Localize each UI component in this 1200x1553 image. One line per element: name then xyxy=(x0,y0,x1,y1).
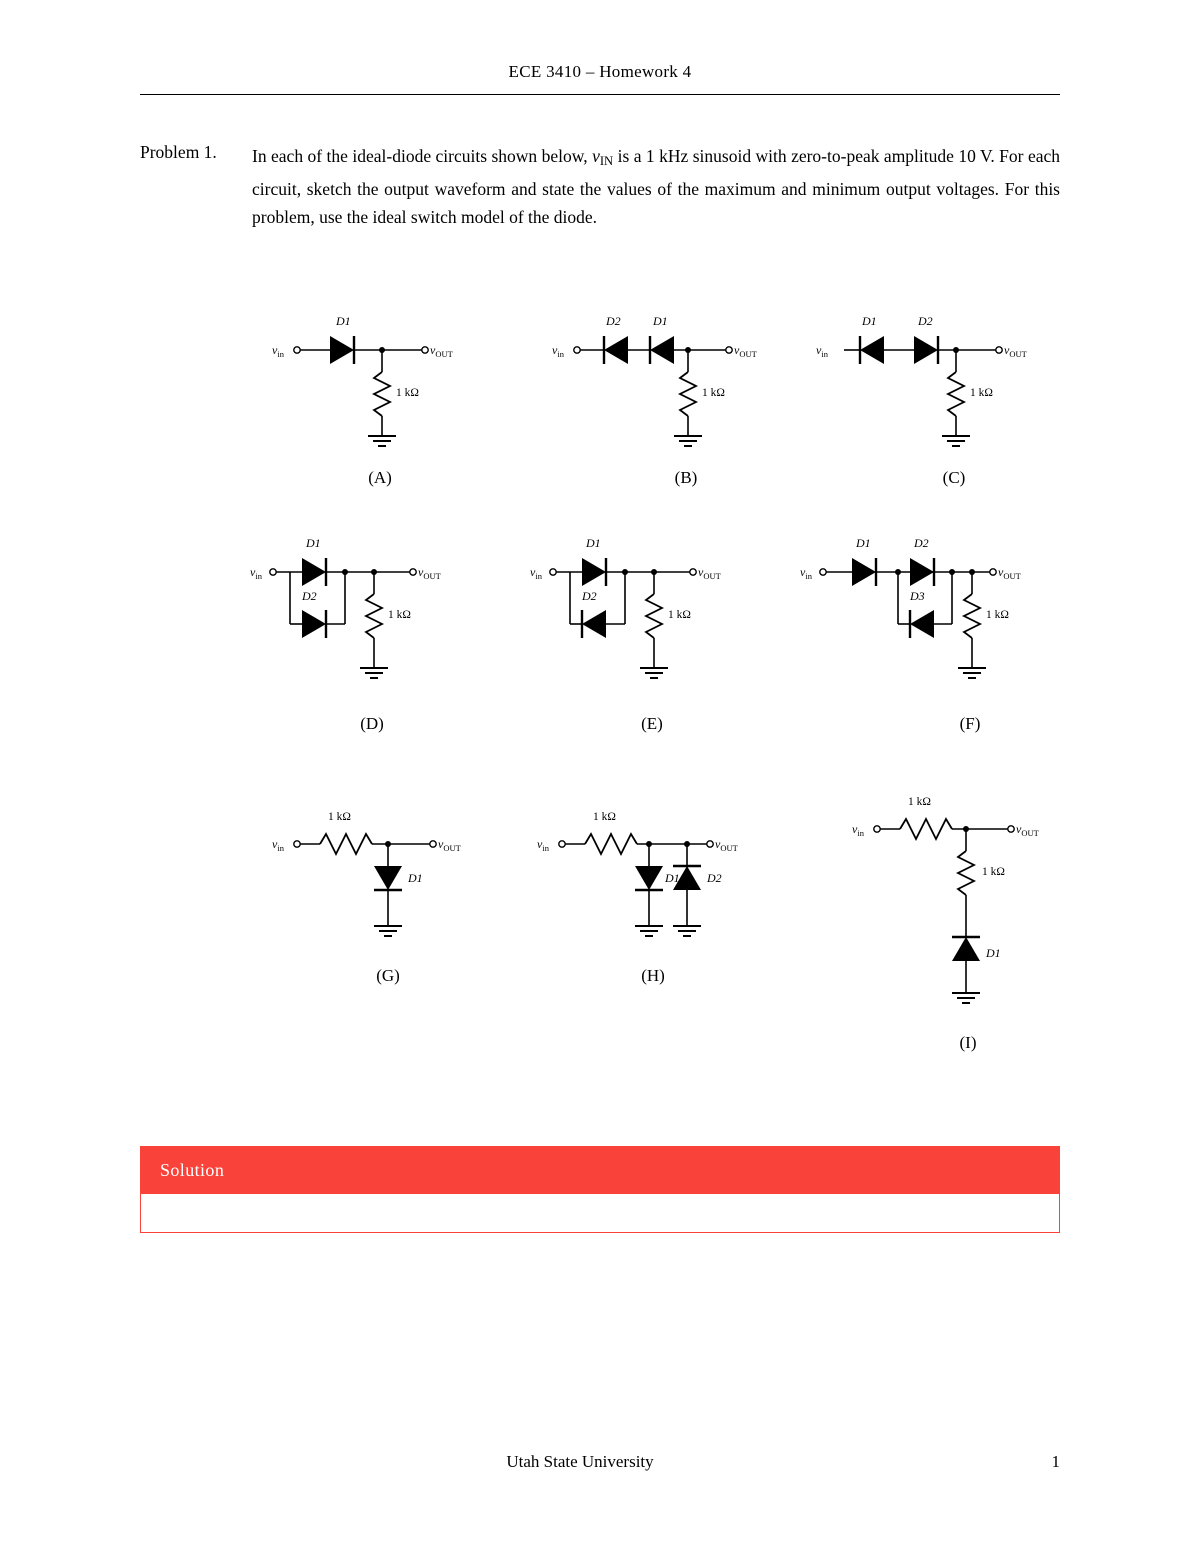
resistor-label: 1 kΩ xyxy=(668,609,691,621)
circuit-G xyxy=(270,800,490,985)
diode-label-d1: D1 xyxy=(862,314,877,328)
vin-label: vin xyxy=(537,837,549,853)
diode-label-d2: D2 xyxy=(606,314,621,328)
diode-label-d1: D1 xyxy=(665,871,680,885)
circuit-caption-D: (D) xyxy=(360,714,384,733)
solution-answer-area[interactable] xyxy=(140,1194,1060,1233)
circuit-caption-A: (A) xyxy=(368,468,392,487)
vin-label: vin xyxy=(552,343,564,359)
circuit-figure-grid xyxy=(140,290,1060,1080)
problem-statement xyxy=(252,142,1060,231)
circuit-C xyxy=(810,300,1040,487)
diode-label-d1: D1 xyxy=(856,536,871,550)
problem-text-part-1: In each of the ideal-diode circuits shown below, xyxy=(252,146,593,166)
v-in-subscript: IN xyxy=(599,153,614,168)
solution-header xyxy=(140,1146,1060,1194)
resistor-label-bottom: 1 kΩ xyxy=(982,866,1005,878)
resistor-label: 1 kΩ xyxy=(986,609,1009,621)
solution-box xyxy=(140,1146,1060,1233)
vin-label: vin xyxy=(272,837,284,853)
circuit-H xyxy=(535,800,765,985)
vout-label: vOUT xyxy=(1004,343,1027,359)
vin-label: vin xyxy=(272,343,284,359)
circuit-E xyxy=(530,528,760,733)
problem-label: Problem 1. xyxy=(140,142,217,162)
diode-label-d1: D1 xyxy=(306,536,321,550)
diode-label-d1: D1 xyxy=(336,314,351,328)
diode-label-d2: D2 xyxy=(918,314,933,328)
resistor-label: 1 kΩ xyxy=(388,609,411,621)
resistor-label-top: 1 kΩ xyxy=(908,796,931,808)
diode-label-d3: D3 xyxy=(910,589,925,603)
vin-label: vin xyxy=(800,565,812,581)
circuit-B xyxy=(550,300,770,487)
diode-label-d2: D2 xyxy=(914,536,929,550)
diode-label-d1: D1 xyxy=(653,314,668,328)
vout-label: vOUT xyxy=(430,343,453,359)
vout-label: vOUT xyxy=(438,837,461,853)
resistor-label: 1 kΩ xyxy=(593,811,616,823)
vin-label: vin xyxy=(530,565,542,581)
circuit-caption-H: (H) xyxy=(641,966,665,985)
vin-label: vin xyxy=(852,822,864,838)
circuit-F xyxy=(800,528,1060,733)
resistor-label: 1 kΩ xyxy=(328,811,351,823)
diode-label-d1: D1 xyxy=(986,946,1001,960)
circuit-caption-C: (C) xyxy=(942,468,966,487)
diode-label-d1: D1 xyxy=(586,536,601,550)
vout-label: vOUT xyxy=(715,837,738,853)
circuit-caption-E: (E) xyxy=(641,714,663,733)
circuit-A xyxy=(270,300,490,487)
vin-label: vin xyxy=(250,565,262,581)
problem-text-part-2: is a 1 kHz sinusoid with zero-to-peak amplitude 10 V. For each circuit, sketch the output waveform and state the values of the maximum and minimum output voltages. For this problem, use the ideal switch model of the diode. xyxy=(252,146,1060,227)
vout-label: vOUT xyxy=(998,565,1021,581)
resistor-label: 1 kΩ xyxy=(396,387,419,399)
vin-label: vin xyxy=(816,343,828,359)
circuit-caption-B: (B) xyxy=(674,468,698,487)
header-divider xyxy=(140,94,1060,95)
page-header: ECE 3410 – Homework 4 xyxy=(508,62,692,81)
circuit-I xyxy=(850,785,1080,1052)
vout-label: vOUT xyxy=(418,565,441,581)
circuit-D xyxy=(250,528,480,733)
v-in-symbol: v xyxy=(592,146,600,166)
diode-label-d1: D1 xyxy=(408,871,423,885)
solution-heading-text: Solution xyxy=(160,1159,225,1180)
diode-label-d2: D2 xyxy=(302,589,317,603)
circuit-caption-F: (F) xyxy=(959,714,981,733)
diode-label-d2: D2 xyxy=(582,589,597,603)
footer-institution: Utah State University xyxy=(506,1452,654,1471)
diode-label-d2: D2 xyxy=(707,871,722,885)
footer-page-number: 1 xyxy=(1051,1452,1060,1471)
vout-label: vOUT xyxy=(1016,822,1039,838)
resistor-label: 1 kΩ xyxy=(702,387,725,399)
circuit-caption-I: (I) xyxy=(959,1033,977,1052)
resistor-label: 1 kΩ xyxy=(970,387,993,399)
vout-label: vOUT xyxy=(698,565,721,581)
vout-label: vOUT xyxy=(734,343,757,359)
circuit-caption-G: (G) xyxy=(376,966,400,985)
